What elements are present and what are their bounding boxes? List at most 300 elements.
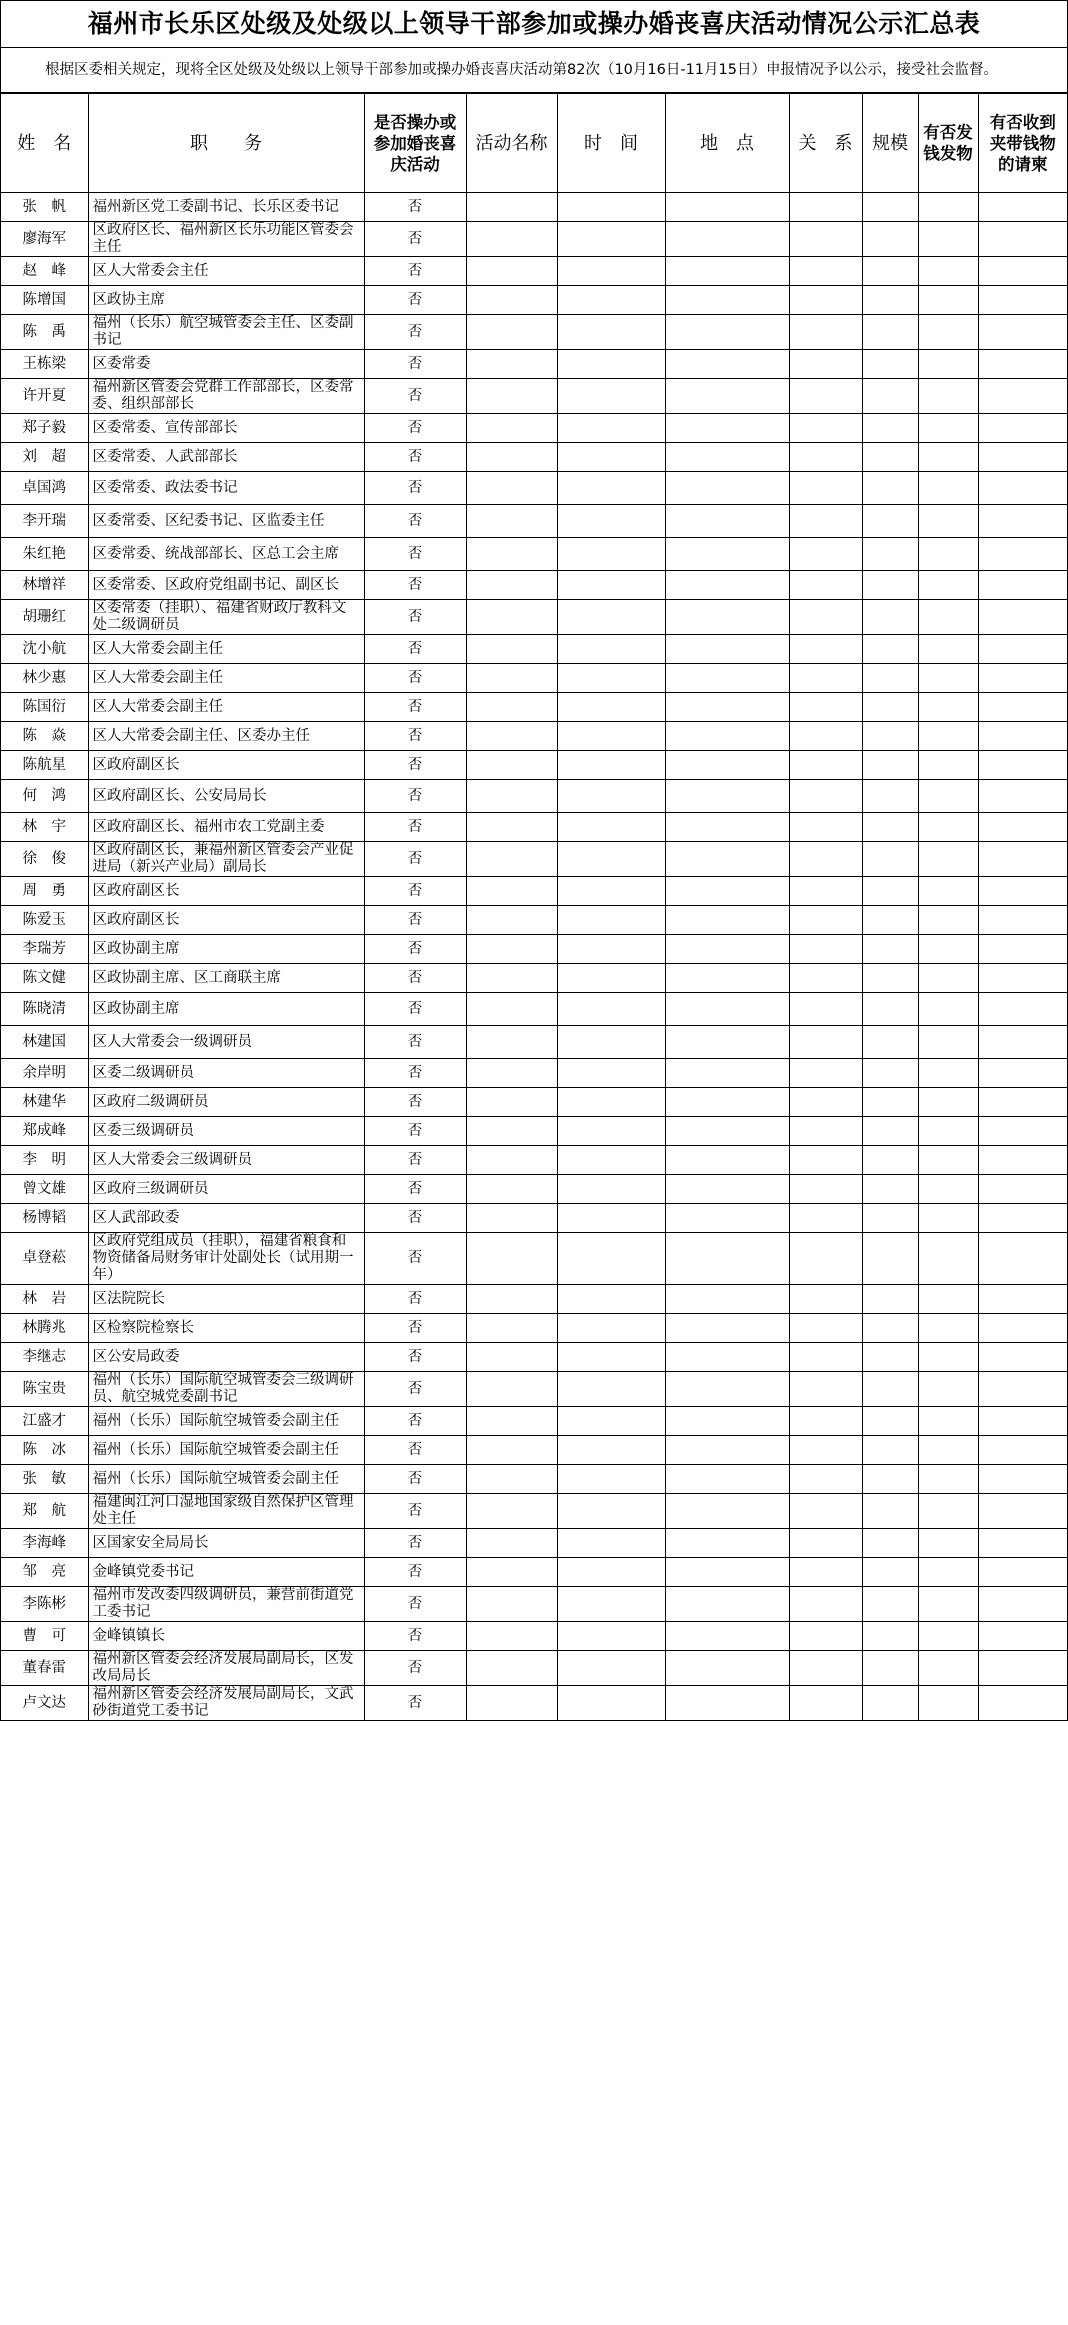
header-location: 地 点 (665, 94, 789, 193)
cell-name: 李瑞芳 (1, 935, 88, 964)
cell-participated: 否 (364, 571, 466, 600)
table-row (1, 906, 1067, 935)
cell-requests (978, 1494, 1067, 1529)
cell-time (557, 1686, 665, 1721)
cell-location (665, 993, 789, 1026)
cell-activity (466, 1314, 557, 1343)
cell-position: 区政府副区长 (88, 906, 364, 935)
cell-activity (466, 1407, 557, 1436)
cell-requests (978, 1372, 1067, 1407)
cell-scale (862, 1407, 918, 1436)
cell-activity (466, 1529, 557, 1558)
cell-requests (978, 472, 1067, 505)
cell-time (557, 1436, 665, 1465)
cell-requests (978, 1175, 1067, 1204)
table-row (1, 1026, 1067, 1059)
cell-location (665, 193, 789, 222)
cell-location (665, 472, 789, 505)
cell-time (557, 1343, 665, 1372)
cell-requests (978, 257, 1067, 286)
cell-name: 王栋梁 (1, 350, 88, 379)
cell-participated: 否 (364, 1059, 466, 1088)
cell-time (557, 1372, 665, 1407)
cell-requests (978, 379, 1067, 414)
cell-scale (862, 1233, 918, 1285)
cell-relation (789, 257, 862, 286)
cell-activity (466, 635, 557, 664)
cell-participated: 否 (364, 935, 466, 964)
cell-participated: 否 (364, 1407, 466, 1436)
cell-position: 区检察院检察长 (88, 1314, 364, 1343)
cell-time (557, 1465, 665, 1494)
cell-position: 区政府副区长 (88, 877, 364, 906)
cell-location (665, 906, 789, 935)
cell-scale (862, 693, 918, 722)
cell-time (557, 906, 665, 935)
cell-time (557, 1204, 665, 1233)
cell-relation (789, 286, 862, 315)
cell-participated: 否 (364, 315, 466, 350)
cell-gifts (918, 1088, 978, 1117)
cell-time (557, 722, 665, 751)
cell-gifts (918, 1494, 978, 1529)
cell-position: 区委常委（挂职）、福建省财政厅教科文处二级调研员 (88, 600, 364, 635)
cell-participated: 否 (364, 1117, 466, 1146)
cell-scale (862, 1587, 918, 1622)
cell-position: 区政府党组成员（挂职），福建省粮食和物资储备局财务审计处副处长（试用期一年） (88, 1233, 364, 1285)
table-row (1, 935, 1067, 964)
cell-relation (789, 600, 862, 635)
cell-time (557, 964, 665, 993)
cell-requests (978, 1059, 1067, 1088)
cell-name: 余岸明 (1, 1059, 88, 1088)
cell-scale (862, 964, 918, 993)
table-row (1, 1558, 1067, 1587)
table-row (1, 1651, 1067, 1686)
cell-location (665, 751, 789, 780)
cell-requests (978, 1233, 1067, 1285)
cell-participated: 否 (364, 842, 466, 877)
cell-participated: 否 (364, 1686, 466, 1721)
cell-gifts (918, 379, 978, 414)
table-row (1, 571, 1067, 600)
cell-name: 江盛才 (1, 1407, 88, 1436)
cell-position: 福州（长乐）航空城管委会主任、区委副书记 (88, 315, 364, 350)
table-row (1, 1372, 1067, 1407)
cell-time (557, 877, 665, 906)
cell-time (557, 1233, 665, 1285)
cell-scale (862, 1146, 918, 1175)
cell-name: 陈晓清 (1, 993, 88, 1026)
cell-relation (789, 993, 862, 1026)
cell-location (665, 1146, 789, 1175)
cell-gifts (918, 1372, 978, 1407)
cell-relation (789, 751, 862, 780)
table-row (1, 538, 1067, 571)
cell-requests (978, 1436, 1067, 1465)
table-row (1, 664, 1067, 693)
cell-time (557, 315, 665, 350)
cell-gifts (918, 1314, 978, 1343)
cell-scale (862, 414, 918, 443)
cell-participated: 否 (364, 1372, 466, 1407)
cell-relation (789, 1285, 862, 1314)
cell-gifts (918, 350, 978, 379)
cell-time (557, 1059, 665, 1088)
cell-scale (862, 1465, 918, 1494)
cell-position: 区人大常委会副主任 (88, 664, 364, 693)
cell-gifts (918, 1436, 978, 1465)
cell-gifts (918, 1529, 978, 1558)
cell-requests (978, 1343, 1067, 1372)
cell-requests (978, 1587, 1067, 1622)
cell-name: 林 宇 (1, 813, 88, 842)
cell-gifts (918, 906, 978, 935)
cell-name: 许开夏 (1, 379, 88, 414)
cell-gifts (918, 1233, 978, 1285)
cell-relation (789, 315, 862, 350)
cell-time (557, 472, 665, 505)
cell-scale (862, 1285, 918, 1314)
cell-position: 区政协副主席 (88, 935, 364, 964)
cell-location (665, 842, 789, 877)
cell-relation (789, 664, 862, 693)
header-requests: 有否收到夹带钱物的请柬 (978, 94, 1067, 193)
cell-activity (466, 571, 557, 600)
cell-location (665, 935, 789, 964)
cell-participated: 否 (364, 635, 466, 664)
cell-scale (862, 571, 918, 600)
cell-requests (978, 1285, 1067, 1314)
cell-position: 区委常委、区纪委书记、区监委主任 (88, 505, 364, 538)
cell-relation (789, 1407, 862, 1436)
cell-time (557, 842, 665, 877)
cell-scale (862, 813, 918, 842)
header-name: 姓 名 (1, 94, 88, 193)
cell-participated: 否 (364, 964, 466, 993)
cell-position: 区委常委 (88, 350, 364, 379)
table-row (1, 315, 1067, 350)
cell-activity (466, 193, 557, 222)
cell-relation (789, 964, 862, 993)
cell-location (665, 1529, 789, 1558)
cell-relation (789, 1622, 862, 1651)
cell-name: 卢文达 (1, 1686, 88, 1721)
table-row (1, 722, 1067, 751)
cell-requests (978, 964, 1067, 993)
cell-activity (466, 1558, 557, 1587)
table-row (1, 286, 1067, 315)
cell-relation (789, 538, 862, 571)
cell-activity (466, 286, 557, 315)
cell-participated: 否 (364, 1233, 466, 1285)
cell-position: 福州（长乐）国际航空城管委会副主任 (88, 1407, 364, 1436)
cell-scale (862, 1558, 918, 1587)
cell-requests (978, 350, 1067, 379)
cell-position: 区委常委、统战部部长、区总工会主席 (88, 538, 364, 571)
cell-activity (466, 722, 557, 751)
cell-gifts (918, 664, 978, 693)
cell-gifts (918, 193, 978, 222)
cell-activity (466, 1372, 557, 1407)
table-row (1, 1587, 1067, 1622)
cell-activity (466, 664, 557, 693)
cell-name: 曾文雄 (1, 1175, 88, 1204)
table-row (1, 964, 1067, 993)
cell-activity (466, 600, 557, 635)
cell-participated: 否 (364, 1622, 466, 1651)
cell-name: 李陈彬 (1, 1587, 88, 1622)
cell-relation (789, 443, 862, 472)
cell-gifts (918, 1059, 978, 1088)
cell-location (665, 813, 789, 842)
cell-time (557, 693, 665, 722)
cell-location (665, 315, 789, 350)
cell-location (665, 414, 789, 443)
cell-name: 沈小航 (1, 635, 88, 664)
cell-scale (862, 935, 918, 964)
cell-location (665, 1372, 789, 1407)
cell-participated: 否 (364, 414, 466, 443)
cell-relation (789, 1587, 862, 1622)
cell-requests (978, 286, 1067, 315)
cell-gifts (918, 1407, 978, 1436)
cell-scale (862, 350, 918, 379)
cell-scale (862, 1372, 918, 1407)
cell-time (557, 1494, 665, 1529)
cell-location (665, 1026, 789, 1059)
cell-gifts (918, 877, 978, 906)
cell-scale (862, 993, 918, 1026)
cell-requests (978, 600, 1067, 635)
cell-activity (466, 693, 557, 722)
cell-requests (978, 877, 1067, 906)
cell-activity (466, 1436, 557, 1465)
cell-name: 陈爱玉 (1, 906, 88, 935)
cell-participated: 否 (364, 1314, 466, 1343)
cell-position: 区人武部政委 (88, 1204, 364, 1233)
cell-relation (789, 379, 862, 414)
cell-position: 区法院院长 (88, 1285, 364, 1314)
cell-position: 区委常委、区政府党组副书记、副区长 (88, 571, 364, 600)
table-row (1, 751, 1067, 780)
cell-position: 区政府副区长、福州市农工党副主委 (88, 813, 364, 842)
cell-participated: 否 (364, 813, 466, 842)
cell-scale (862, 193, 918, 222)
cell-activity (466, 1686, 557, 1721)
header-position: 职 务 (88, 94, 364, 193)
cell-gifts (918, 1285, 978, 1314)
cell-relation (789, 222, 862, 257)
cell-time (557, 780, 665, 813)
cell-gifts (918, 1204, 978, 1233)
header-scale: 规模 (862, 94, 918, 193)
cell-relation (789, 1651, 862, 1686)
cell-gifts (918, 443, 978, 472)
table-row (1, 1343, 1067, 1372)
cell-gifts (918, 571, 978, 600)
cell-participated: 否 (364, 1494, 466, 1529)
cell-time (557, 1285, 665, 1314)
cell-position: 区政府副区长，兼福州新区管委会产业促进局（新兴产业局）副局长 (88, 842, 364, 877)
cell-requests (978, 505, 1067, 538)
cell-participated: 否 (364, 1088, 466, 1117)
table-row (1, 877, 1067, 906)
cell-requests (978, 1407, 1067, 1436)
cell-activity (466, 350, 557, 379)
cell-position: 区人大常委会一级调研员 (88, 1026, 364, 1059)
cell-location (665, 1314, 789, 1343)
cell-position: 区委三级调研员 (88, 1117, 364, 1146)
cell-requests (978, 906, 1067, 935)
cell-requests (978, 414, 1067, 443)
cell-requests (978, 935, 1067, 964)
disclosure-table (1, 93, 1067, 1721)
cell-gifts (918, 635, 978, 664)
cell-participated: 否 (364, 993, 466, 1026)
cell-relation (789, 1686, 862, 1721)
cell-activity (466, 1026, 557, 1059)
cell-scale (862, 379, 918, 414)
cell-activity (466, 877, 557, 906)
cell-time (557, 538, 665, 571)
header-participated: 是否操办或参加婚丧喜庆活动 (364, 94, 466, 193)
cell-time (557, 350, 665, 379)
cell-gifts (918, 1651, 978, 1686)
cell-requests (978, 664, 1067, 693)
cell-location (665, 443, 789, 472)
cell-name: 李继志 (1, 1343, 88, 1372)
cell-time (557, 222, 665, 257)
table-row (1, 600, 1067, 635)
cell-relation (789, 1175, 862, 1204)
table-row (1, 1285, 1067, 1314)
cell-gifts (918, 751, 978, 780)
cell-participated: 否 (364, 222, 466, 257)
cell-relation (789, 571, 862, 600)
cell-activity (466, 1233, 557, 1285)
cell-participated: 否 (364, 906, 466, 935)
cell-time (557, 1088, 665, 1117)
cell-activity (466, 257, 557, 286)
table-header-row (1, 94, 1067, 193)
cell-gifts (918, 1686, 978, 1721)
cell-requests (978, 1529, 1067, 1558)
cell-requests (978, 1088, 1067, 1117)
cell-participated: 否 (364, 538, 466, 571)
cell-participated: 否 (364, 286, 466, 315)
cell-scale (862, 600, 918, 635)
cell-activity (466, 1146, 557, 1175)
cell-requests (978, 993, 1067, 1026)
cell-name: 陈航星 (1, 751, 88, 780)
cell-location (665, 1175, 789, 1204)
cell-name: 陈国衍 (1, 693, 88, 722)
cell-requests (978, 1314, 1067, 1343)
cell-requests (978, 1026, 1067, 1059)
cell-position: 福州市发改委四级调研员，兼营前街道党工委书记 (88, 1587, 364, 1622)
cell-relation (789, 193, 862, 222)
cell-position: 区政协副主席 (88, 993, 364, 1026)
cell-location (665, 1407, 789, 1436)
cell-position: 区人大常委会副主任、区委办主任 (88, 722, 364, 751)
cell-relation (789, 1146, 862, 1175)
cell-time (557, 1529, 665, 1558)
table-row (1, 350, 1067, 379)
cell-name: 廖海军 (1, 222, 88, 257)
cell-time (557, 286, 665, 315)
table-row (1, 1622, 1067, 1651)
cell-location (665, 722, 789, 751)
cell-scale (862, 664, 918, 693)
cell-scale (862, 1436, 918, 1465)
cell-gifts (918, 257, 978, 286)
cell-location (665, 1558, 789, 1587)
cell-participated: 否 (364, 751, 466, 780)
cell-activity (466, 993, 557, 1026)
table-row (1, 472, 1067, 505)
cell-gifts (918, 222, 978, 257)
cell-name: 刘 超 (1, 443, 88, 472)
cell-name: 林少惠 (1, 664, 88, 693)
cell-activity (466, 1088, 557, 1117)
cell-requests (978, 813, 1067, 842)
cell-scale (862, 538, 918, 571)
cell-participated: 否 (364, 1587, 466, 1622)
cell-relation (789, 1465, 862, 1494)
cell-name: 周 勇 (1, 877, 88, 906)
cell-relation (789, 935, 862, 964)
cell-scale (862, 842, 918, 877)
cell-gifts (918, 1622, 978, 1651)
cell-location (665, 1436, 789, 1465)
cell-relation (789, 1204, 862, 1233)
table-row (1, 505, 1067, 538)
table-row (1, 1204, 1067, 1233)
cell-location (665, 964, 789, 993)
cell-scale (862, 286, 918, 315)
cell-requests (978, 751, 1067, 780)
cell-name: 胡珊红 (1, 600, 88, 635)
cell-position: 区委常委、政法委书记 (88, 472, 364, 505)
cell-time (557, 751, 665, 780)
cell-relation (789, 693, 862, 722)
cell-participated: 否 (364, 505, 466, 538)
cell-requests (978, 1117, 1067, 1146)
table-row (1, 693, 1067, 722)
table-row (1, 780, 1067, 813)
cell-gifts (918, 1587, 978, 1622)
cell-name: 邹 亮 (1, 1558, 88, 1587)
cell-participated: 否 (364, 1175, 466, 1204)
cell-time (557, 1026, 665, 1059)
cell-scale (862, 1651, 918, 1686)
cell-activity (466, 1494, 557, 1529)
cell-gifts (918, 1026, 978, 1059)
cell-requests (978, 193, 1067, 222)
cell-name: 张 敏 (1, 1465, 88, 1494)
cell-relation (789, 635, 862, 664)
cell-location (665, 505, 789, 538)
table-row (1, 193, 1067, 222)
cell-name: 徐 俊 (1, 842, 88, 877)
cell-name: 卓登菘 (1, 1233, 88, 1285)
cell-participated: 否 (364, 1285, 466, 1314)
cell-scale (862, 751, 918, 780)
cell-relation (789, 877, 862, 906)
cell-participated: 否 (364, 780, 466, 813)
page-title: 福州市长乐区处级及处级以上领导干部参加或操办婚丧喜庆活动情况公示汇总表 (1, 0, 1067, 48)
